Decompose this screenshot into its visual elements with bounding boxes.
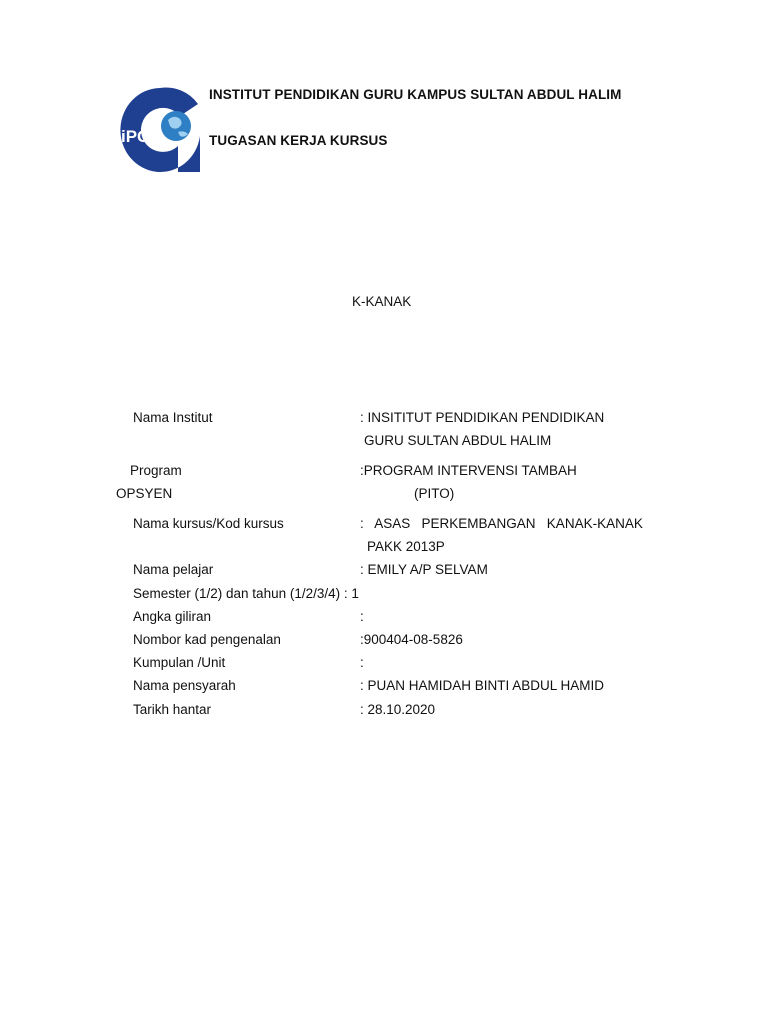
label-nama-institut: Nama Institut [133,410,213,425]
value-nama-institut-2: GURU SULTAN ABDUL HALIM [364,433,552,448]
assignment-title: TUGASAN KERJA KURSUS [209,133,388,148]
label-kursus: Nama kursus/Kod kursus [133,516,284,531]
label-pensyarah: Nama pensyarah [133,678,236,693]
label-pelajar: Nama pelajar [133,562,214,577]
ipg-logo [118,86,202,174]
value-kursus-1: : ASAS PERKEMBANGAN KANAK-KANAK [360,516,643,531]
value-kad: :900404-08-5826 [360,632,463,647]
logo-text: iPG [121,127,151,146]
label-kumpulan: Kumpulan /Unit [133,655,226,670]
value-kursus-2: PAKK 2013P [367,539,445,554]
label-tarikh: Tarikh hantar [133,702,212,717]
label-opsyen: OPSYEN [116,486,173,501]
label-angka: Angka giliran [133,609,212,624]
value-nama-institut-1: : INSITITUT PENDIDIKAN PENDIDIKAN [360,410,605,425]
value-angka: : [360,609,364,624]
label-program: Program [130,463,182,478]
label-semester: Semester (1/2) dan tahun (1/2/3/4) : 1 [133,586,359,601]
value-program-1: :PROGRAM INTERVENSI TAMBAH [360,463,577,478]
value-kumpulan: : [360,655,364,670]
label-kad: Nombor kad pengenalan [133,632,281,647]
value-program-2: (PITO) [414,486,455,501]
value-tarikh: : 28.10.2020 [360,702,436,717]
document-title: K-KANAK [352,294,412,309]
value-pelajar: : EMILY A/P SELVAM [360,562,488,577]
institute-title: INSTITUT PENDIDIKAN GURU KAMPUS SULTAN ABDUL HALIM [209,87,622,102]
value-pensyarah: : PUAN HAMIDAH BINTI ABDUL HAMID [360,678,605,693]
